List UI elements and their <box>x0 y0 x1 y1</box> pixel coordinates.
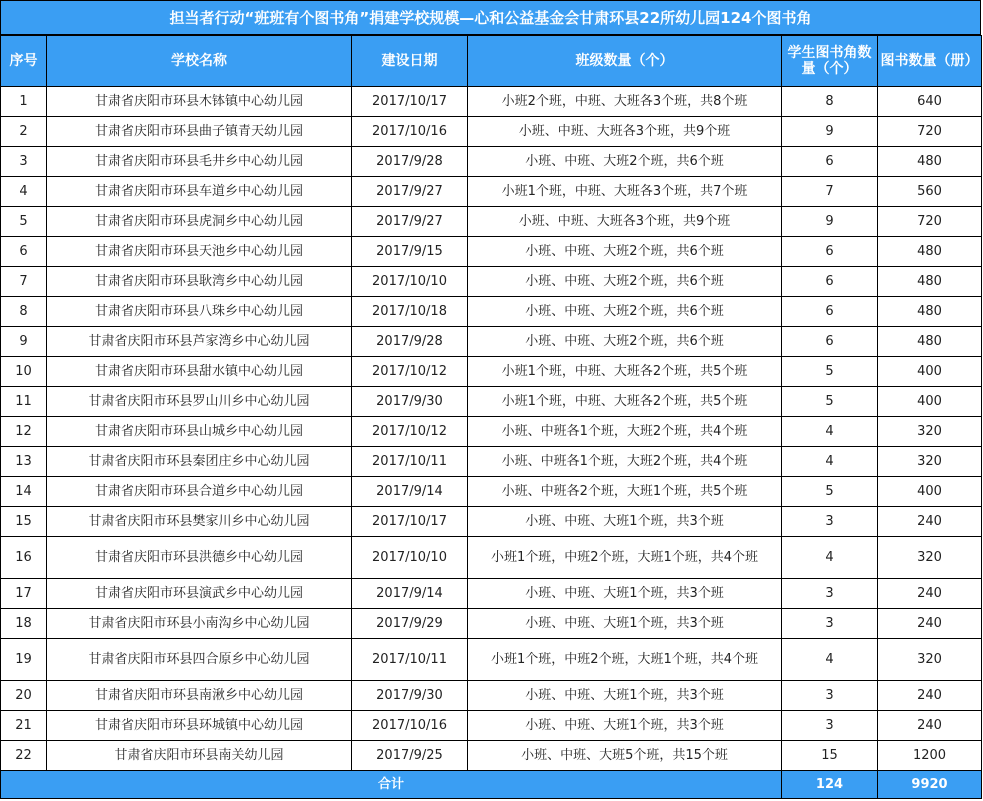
cell-corners[interactable]: 3 <box>782 579 878 609</box>
cell-date[interactable]: 2017/9/30 <box>352 681 468 711</box>
table-row <box>1 117 982 147</box>
table-row <box>1 177 982 207</box>
table-row <box>1 237 982 267</box>
cell-no[interactable]: 12 <box>1 417 47 447</box>
cell-no[interactable]: 15 <box>1 507 47 537</box>
cell-corners[interactable]: 9 <box>782 117 878 147</box>
cell-classes[interactable]: 小班、中班、大班1个班，共3个班 <box>468 609 782 639</box>
header-corners[interactable]: 学生图书角数量（个） <box>782 36 878 87</box>
cell-classes[interactable]: 小班、中班、大班2个班，共6个班 <box>468 327 782 357</box>
cell-school[interactable]: 甘肃省庆阳市环县车道乡中心幼儿园 <box>47 177 352 207</box>
cell-school[interactable]: 甘肃省庆阳市环县木钵镇中心幼儿园 <box>47 87 352 117</box>
cell-corners[interactable]: 5 <box>782 477 878 507</box>
cell-books[interactable]: 320 <box>878 639 982 681</box>
table-row <box>1 741 982 771</box>
cell-classes[interactable]: 小班、中班、大班2个班，共6个班 <box>468 267 782 297</box>
cell-corners[interactable]: 9 <box>782 207 878 237</box>
header-classes[interactable]: 班级数量（个） <box>468 36 782 87</box>
cell-books[interactable]: 1200 <box>878 741 982 771</box>
cell-date[interactable]: 2017/9/27 <box>352 177 468 207</box>
cell-books[interactable]: 480 <box>878 327 982 357</box>
header-no[interactable]: 序号 <box>1 36 47 87</box>
cell-classes[interactable]: 小班1个班，中班、大班各2个班，共5个班 <box>468 387 782 417</box>
cell-books[interactable]: 240 <box>878 711 982 741</box>
cell-classes[interactable]: 小班、中班各1个班，大班2个班，共4个班 <box>468 447 782 477</box>
cell-corners[interactable]: 4 <box>782 417 878 447</box>
cell-books[interactable]: 480 <box>878 297 982 327</box>
cell-classes[interactable]: 小班、中班、大班1个班，共3个班 <box>468 507 782 537</box>
table-row <box>1 207 982 237</box>
cell-date[interactable]: 2017/10/18 <box>352 297 468 327</box>
cell-school[interactable]: 甘肃省庆阳市环县环城镇中心幼儿园 <box>47 711 352 741</box>
cell-corners[interactable]: 4 <box>782 447 878 477</box>
cell-date[interactable]: 2017/10/11 <box>352 639 468 681</box>
cell-school[interactable]: 甘肃省庆阳市环县虎洞乡中心幼儿园 <box>47 207 352 237</box>
cell-corners[interactable]: 4 <box>782 639 878 681</box>
cell-books[interactable]: 240 <box>878 609 982 639</box>
sheet-title: 担当者行动“班班有个图书角”捐建学校规模—心和公益基金会甘肃环县22所幼儿园124个图书角 <box>0 0 981 35</box>
cell-classes[interactable]: 小班1个班，中班、大班各3个班，共7个班 <box>468 177 782 207</box>
cell-classes[interactable]: 小班、中班、大班1个班，共3个班 <box>468 711 782 741</box>
cell-no[interactable]: 11 <box>1 387 47 417</box>
cell-date[interactable]: 2017/10/12 <box>352 357 468 387</box>
cell-no[interactable]: 9 <box>1 327 47 357</box>
cell-date[interactable]: 2017/10/11 <box>352 447 468 477</box>
cell-school[interactable]: 甘肃省庆阳市环县耿湾乡中心幼儿园 <box>47 267 352 297</box>
cell-school[interactable]: 甘肃省庆阳市环县合道乡中心幼儿园 <box>47 477 352 507</box>
cell-classes[interactable]: 小班、中班、大班5个班，共15个班 <box>468 741 782 771</box>
cell-no[interactable]: 18 <box>1 609 47 639</box>
cell-classes[interactable]: 小班1个班，中班2个班，大班1个班，共4个班 <box>468 537 782 579</box>
cell-date[interactable]: 2017/9/14 <box>352 579 468 609</box>
cell-corners[interactable]: 6 <box>782 147 878 177</box>
cell-school[interactable]: 甘肃省庆阳市环县樊家川乡中心幼儿园 <box>47 507 352 537</box>
cell-books[interactable]: 400 <box>878 357 982 387</box>
cell-books[interactable]: 400 <box>878 477 982 507</box>
cell-corners[interactable]: 5 <box>782 357 878 387</box>
cell-date[interactable]: 2017/10/10 <box>352 267 468 297</box>
cell-corners[interactable]: 3 <box>782 609 878 639</box>
header-books[interactable]: 图书数量（册） <box>878 36 982 87</box>
cell-no[interactable]: 20 <box>1 681 47 711</box>
cell-books[interactable]: 720 <box>878 207 982 237</box>
cell-no[interactable]: 21 <box>1 711 47 741</box>
cell-books[interactable]: 240 <box>878 579 982 609</box>
cell-books[interactable]: 640 <box>878 87 982 117</box>
cell-date[interactable]: 2017/10/10 <box>352 537 468 579</box>
cell-date[interactable]: 2017/10/16 <box>352 711 468 741</box>
cell-books[interactable]: 560 <box>878 177 982 207</box>
cell-corners[interactable]: 5 <box>782 387 878 417</box>
cell-books[interactable]: 400 <box>878 387 982 417</box>
table-row <box>1 327 982 357</box>
cell-books[interactable]: 240 <box>878 681 982 711</box>
cell-corners[interactable]: 6 <box>782 267 878 297</box>
cell-classes[interactable]: 小班、中班各1个班，大班2个班，共4个班 <box>468 417 782 447</box>
cell-classes[interactable]: 小班、中班、大班2个班，共6个班 <box>468 147 782 177</box>
header-date[interactable]: 建设日期 <box>352 36 468 87</box>
cell-books[interactable]: 320 <box>878 447 982 477</box>
total-label[interactable]: 合计 <box>1 771 782 799</box>
table-row <box>1 711 982 741</box>
cell-date[interactable]: 2017/10/16 <box>352 117 468 147</box>
cell-school[interactable]: 甘肃省庆阳市环县山城乡中心幼儿园 <box>47 417 352 447</box>
data-table <box>0 35 982 799</box>
cell-school[interactable]: 甘肃省庆阳市环县罗山川乡中心幼儿园 <box>47 387 352 417</box>
cell-books[interactable]: 480 <box>878 267 982 297</box>
cell-no[interactable]: 14 <box>1 477 47 507</box>
cell-no[interactable]: 19 <box>1 639 47 681</box>
table-row <box>1 579 982 609</box>
header-school[interactable]: 学校名称 <box>47 36 352 87</box>
cell-no[interactable]: 1 <box>1 87 47 117</box>
cell-no[interactable]: 7 <box>1 267 47 297</box>
cell-date[interactable]: 2017/9/30 <box>352 387 468 417</box>
cell-school[interactable]: 甘肃省庆阳市环县芦家湾乡中心幼儿园 <box>47 327 352 357</box>
cell-no[interactable]: 10 <box>1 357 47 387</box>
cell-school[interactable]: 甘肃省庆阳市环县毛井乡中心幼儿园 <box>47 147 352 177</box>
cell-corners[interactable]: 6 <box>782 297 878 327</box>
cell-corners[interactable]: 6 <box>782 237 878 267</box>
cell-date[interactable]: 2017/10/17 <box>352 507 468 537</box>
cell-school[interactable]: 甘肃省庆阳市环县南湫乡中心幼儿园 <box>47 681 352 711</box>
cell-date[interactable]: 2017/9/14 <box>352 477 468 507</box>
cell-corners[interactable]: 3 <box>782 507 878 537</box>
cell-no[interactable]: 5 <box>1 207 47 237</box>
header-row <box>1 36 982 87</box>
cell-classes[interactable]: 小班1个班，中班2个班，大班1个班，共4个班 <box>468 639 782 681</box>
cell-books[interactable]: 240 <box>878 507 982 537</box>
table-row <box>1 387 982 417</box>
cell-classes[interactable]: 小班、中班、大班各3个班，共9个班 <box>468 207 782 237</box>
table-row <box>1 147 982 177</box>
cell-no[interactable]: 2 <box>1 117 47 147</box>
cell-classes[interactable]: 小班、中班各2个班，大班1个班，共5个班 <box>468 477 782 507</box>
table-row <box>1 537 982 579</box>
cell-no[interactable]: 22 <box>1 741 47 771</box>
cell-school[interactable]: 甘肃省庆阳市环县演武乡中心幼儿园 <box>47 579 352 609</box>
table-row <box>1 609 982 639</box>
cell-no[interactable]: 8 <box>1 297 47 327</box>
cell-classes[interactable]: 小班1个班，中班、大班各2个班，共5个班 <box>468 357 782 387</box>
cell-date[interactable]: 2017/9/28 <box>352 147 468 177</box>
cell-books[interactable]: 480 <box>878 237 982 267</box>
table-row <box>1 87 982 117</box>
cell-books[interactable]: 320 <box>878 417 982 447</box>
cell-corners[interactable]: 8 <box>782 87 878 117</box>
cell-books[interactable]: 320 <box>878 537 982 579</box>
cell-school[interactable]: 甘肃省庆阳市环县甜水镇中心幼儿园 <box>47 357 352 387</box>
cell-no[interactable]: 6 <box>1 237 47 267</box>
cell-classes[interactable]: 小班2个班，中班、大班各3个班，共8个班 <box>468 87 782 117</box>
cell-corners[interactable]: 15 <box>782 741 878 771</box>
cell-no[interactable]: 3 <box>1 147 47 177</box>
cell-school[interactable]: 甘肃省庆阳市环县四合原乡中心幼儿园 <box>47 639 352 681</box>
cell-date[interactable]: 2017/9/29 <box>352 609 468 639</box>
cell-date[interactable]: 2017/10/17 <box>352 87 468 117</box>
cell-no[interactable]: 17 <box>1 579 47 609</box>
cell-corners[interactable]: 3 <box>782 711 878 741</box>
cell-school[interactable]: 甘肃省庆阳市环县天池乡中心幼儿园 <box>47 237 352 267</box>
cell-date[interactable]: 2017/9/28 <box>352 327 468 357</box>
total-corners[interactable]: 124 <box>782 771 878 799</box>
cell-date[interactable]: 2017/9/25 <box>352 741 468 771</box>
cell-classes[interactable]: 小班、中班、大班各3个班，共9个班 <box>468 117 782 147</box>
cell-corners[interactable]: 6 <box>782 327 878 357</box>
cell-school[interactable]: 甘肃省庆阳市环县曲子镇青天幼儿园 <box>47 117 352 147</box>
cell-books[interactable]: 720 <box>878 117 982 147</box>
cell-no[interactable]: 4 <box>1 177 47 207</box>
cell-classes[interactable]: 小班、中班、大班1个班，共3个班 <box>468 579 782 609</box>
cell-school[interactable]: 甘肃省庆阳市环县南关幼儿园 <box>47 741 352 771</box>
cell-school[interactable]: 甘肃省庆阳市环县八珠乡中心幼儿园 <box>47 297 352 327</box>
total-books[interactable]: 9920 <box>878 771 982 799</box>
table-row <box>1 267 982 297</box>
total-row <box>1 771 982 799</box>
cell-corners[interactable]: 3 <box>782 681 878 711</box>
table-row <box>1 681 982 711</box>
cell-date[interactable]: 2017/9/15 <box>352 237 468 267</box>
cell-books[interactable]: 480 <box>878 147 982 177</box>
cell-classes[interactable]: 小班、中班、大班2个班，共6个班 <box>468 237 782 267</box>
table-row <box>1 297 982 327</box>
table-row <box>1 639 982 681</box>
cell-date[interactable]: 2017/10/12 <box>352 417 468 447</box>
table-row <box>1 417 982 447</box>
table-row <box>1 447 982 477</box>
cell-date[interactable]: 2017/9/27 <box>352 207 468 237</box>
cell-classes[interactable]: 小班、中班、大班2个班，共6个班 <box>468 297 782 327</box>
cell-school[interactable]: 甘肃省庆阳市环县秦团庄乡中心幼儿园 <box>47 447 352 477</box>
cell-school[interactable]: 甘肃省庆阳市环县洪德乡中心幼儿园 <box>47 537 352 579</box>
cell-corners[interactable]: 4 <box>782 537 878 579</box>
cell-no[interactable]: 16 <box>1 537 47 579</box>
cell-school[interactable]: 甘肃省庆阳市环县小南沟乡中心幼儿园 <box>47 609 352 639</box>
table-row <box>1 477 982 507</box>
cell-no[interactable]: 13 <box>1 447 47 477</box>
cell-corners[interactable]: 7 <box>782 177 878 207</box>
table-row <box>1 357 982 387</box>
table-row <box>1 507 982 537</box>
cell-classes[interactable]: 小班、中班、大班1个班，共3个班 <box>468 681 782 711</box>
